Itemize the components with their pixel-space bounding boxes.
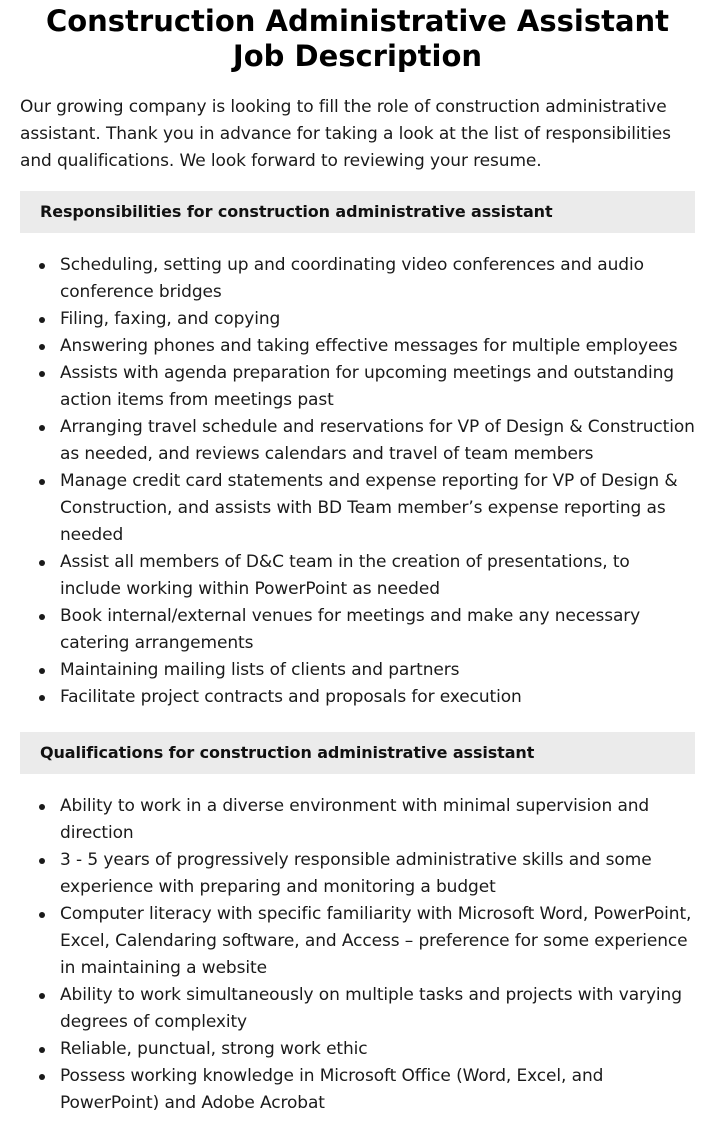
list-item xyxy=(20,657,695,684)
bullet-icon xyxy=(39,858,45,864)
list-item xyxy=(20,333,695,360)
bullet-icon xyxy=(39,560,45,566)
list-item xyxy=(20,684,695,711)
list-item-text: Assist all members of D&C team in the creation of presentations, to include working within PowerPoint as needed xyxy=(60,552,630,599)
list-item-text: Maintaining mailing lists of clients and partners xyxy=(60,660,460,680)
list-item xyxy=(20,306,695,333)
bullet-icon xyxy=(39,912,45,918)
list-item-text: Filing, faxing, and copying xyxy=(60,309,281,329)
list-item xyxy=(20,549,695,603)
bullet-icon xyxy=(39,695,45,701)
bullet-icon xyxy=(39,668,45,674)
list-item-text: Assists with agenda preparation for upcoming meetings and outstanding action items from meetings past xyxy=(60,363,674,410)
list-item-text: Scheduling, setting up and coordinating video conferences and audio conference bridges xyxy=(60,255,644,302)
list-item-text: Possess working knowledge in Microsoft Office (Word, Excel, and PowerPoint) and Adobe Acrobat xyxy=(60,1066,604,1113)
list-item-text: Facilitate project contracts and proposals for execution xyxy=(60,687,522,707)
bullet-icon xyxy=(39,344,45,350)
bullet-icon xyxy=(39,614,45,620)
list-item xyxy=(20,982,695,1036)
page-title: Construction Administrative Assistant Job Description xyxy=(45,4,670,73)
qualifications-heading: Qualifications for construction administrative assistant xyxy=(20,732,695,774)
bullet-icon xyxy=(39,804,45,810)
list-item-text: Reliable, punctual, strong work ethic xyxy=(60,1039,368,1059)
qualifications-list xyxy=(20,793,695,1117)
list-item xyxy=(20,468,695,549)
list-item-text: Arranging travel schedule and reservations for VP of Design & Construction as needed, and reviews calendars and travel of team members xyxy=(60,417,695,464)
list-item xyxy=(20,847,695,901)
bullet-icon xyxy=(39,263,45,269)
list-item xyxy=(20,1036,695,1063)
bullet-icon xyxy=(39,425,45,431)
list-item xyxy=(20,360,695,414)
list-item-text: Ability to work simultaneously on multiple tasks and projects with varying degrees of complexity xyxy=(60,985,682,1032)
responsibilities-heading: Responsibilities for construction administrative assistant xyxy=(20,191,695,233)
job-description-page xyxy=(20,0,695,1117)
bullet-icon xyxy=(39,317,45,323)
bullet-icon xyxy=(39,479,45,485)
list-item xyxy=(20,414,695,468)
bullet-icon xyxy=(39,1047,45,1053)
list-item-text: 3 - 5 years of progressively responsible administrative skills and some experience with preparing and monitoring a budget xyxy=(60,850,652,897)
responsibilities-list xyxy=(20,252,695,711)
bullet-icon xyxy=(39,371,45,377)
list-item-text: Manage credit card statements and expense reporting for VP of Design & Construction, and assists with BD Team member’s expense reporting as needed xyxy=(60,471,678,545)
list-item-text: Book internal/external venues for meetings and make any necessary catering arrangements xyxy=(60,606,641,653)
list-item xyxy=(20,1063,695,1117)
list-item xyxy=(20,603,695,657)
list-item-text: Answering phones and taking effective messages for multiple employees xyxy=(60,336,678,356)
bullet-icon xyxy=(39,1074,45,1080)
list-item xyxy=(20,252,695,306)
list-item-text: Computer literacy with specific familiarity with Microsoft Word, PowerPoint, Excel, Calendaring software, and Access – preference for some experience in maintaining a website xyxy=(60,904,692,978)
intro-paragraph: Our growing company is looking to fill the role of construction administrative assistant. Thank you in advance for taking a look at the list of responsibilities and qualifications. We look forward to reviewing your resume. xyxy=(20,97,671,171)
list-item xyxy=(20,901,695,982)
bullet-icon xyxy=(39,993,45,999)
list-item-text: Ability to work in a diverse environment with minimal supervision and direction xyxy=(60,796,650,843)
list-item xyxy=(20,793,695,847)
